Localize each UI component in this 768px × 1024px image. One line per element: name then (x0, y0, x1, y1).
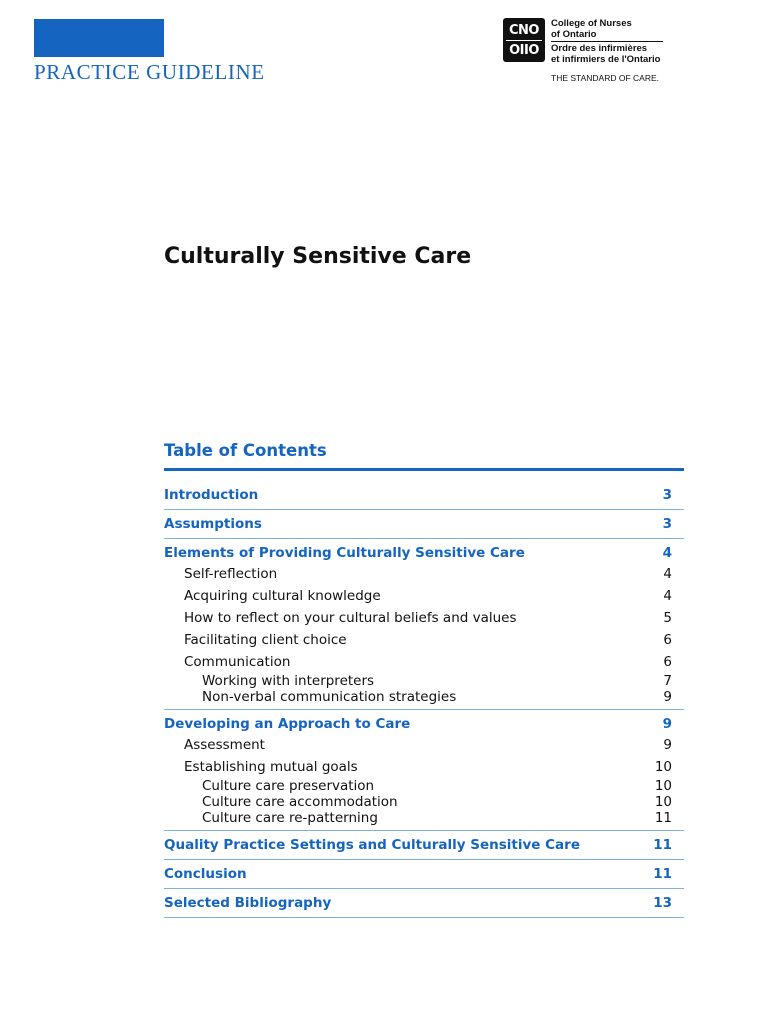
toc-entry-label: Facilitating client choice (184, 632, 347, 648)
toc-subsection-link[interactable] (164, 651, 684, 673)
toc-entry-label: Developing an Approach to Care (164, 716, 411, 732)
cno-logo-mark-icon: CNO OIIO (503, 18, 545, 62)
toc-entry-page: 5 (663, 610, 672, 626)
toc-entry-page: 6 (663, 654, 672, 670)
toc-subsubsection-link[interactable] (164, 794, 684, 810)
document-title: Culturally Sensitive Care (164, 244, 472, 269)
toc-subsection-link[interactable] (164, 563, 684, 585)
toc-subsubsection-link[interactable] (164, 810, 684, 826)
toc-section-link[interactable] (164, 543, 684, 563)
toc-entry-label: Culture care accommodation (202, 794, 398, 810)
toc-entry-page: 4 (663, 588, 672, 604)
toc-section-link[interactable] (164, 835, 684, 855)
header-color-bar (34, 19, 164, 57)
toc-section (164, 710, 684, 831)
toc-entry-page: 3 (662, 516, 672, 532)
toc-section (164, 831, 684, 860)
toc-entry-page: 10 (654, 794, 672, 810)
toc-subsubsection-link[interactable] (164, 673, 684, 689)
toc-entry-label: Elements of Providing Culturally Sensitive Care (164, 545, 525, 561)
toc-entry-page: 10 (654, 778, 672, 794)
toc-entry-label: Conclusion (164, 866, 247, 882)
toc-section-link[interactable] (164, 864, 684, 884)
toc-entry-label: Culture care preservation (202, 778, 375, 794)
toc-entry-label: Self-reflection (184, 566, 278, 582)
toc-entry-label: Working with interpreters (202, 673, 375, 689)
toc-entry-page: 11 (654, 810, 672, 826)
table-of-contents (164, 438, 684, 918)
toc-subsubsection-link[interactable] (164, 689, 684, 705)
toc-subsection-link[interactable] (164, 629, 684, 651)
toc-entry-label: Establishing mutual goals (184, 759, 358, 775)
toc-entry-page: 9 (663, 689, 672, 705)
toc-entry-label: Assumptions (164, 516, 262, 532)
toc-entry-label: Assessment (184, 737, 265, 753)
toc-section-link[interactable] (164, 514, 684, 534)
toc-subsection-link[interactable] (164, 756, 684, 778)
toc-entry-page: 7 (663, 673, 672, 689)
logo-fr-line2: et infirmiers de l'Ontario (551, 54, 661, 65)
toc-entry-page: 4 (663, 566, 672, 582)
logo-fr-line1: Ordre des infirmières (551, 43, 648, 54)
toc-entry-page: 9 (663, 737, 672, 753)
logo-en-line1: College of Nurses (551, 18, 632, 29)
toc-entry-label: Communication (184, 654, 291, 670)
toc-list (164, 481, 684, 918)
toc-rule (164, 468, 684, 471)
cno-logo (503, 18, 763, 88)
toc-entry-label: Acquiring cultural knowledge (184, 588, 381, 604)
toc-section (164, 481, 684, 510)
toc-subsection-link[interactable] (164, 734, 684, 756)
toc-entry-page: 4 (662, 545, 672, 561)
toc-entry-label: How to reflect on your cultural beliefs and values (184, 610, 517, 626)
toc-subsection-link[interactable] (164, 585, 684, 607)
toc-entry-label: Selected Bibliography (164, 895, 332, 911)
toc-entry-label: Quality Practice Settings and Culturally Sensitive Care (164, 837, 580, 853)
toc-entry-page: 6 (663, 632, 672, 648)
toc-entry-page: 9 (662, 716, 672, 732)
logo-tagline: THE STANDARD OF CARE. (551, 73, 659, 83)
toc-section-link[interactable] (164, 714, 684, 734)
toc-entry-page: 13 (653, 895, 672, 911)
toc-section (164, 860, 684, 889)
toc-entry-label: Non-verbal communication strategies (202, 689, 457, 705)
toc-entry-page: 11 (653, 866, 672, 882)
toc-entry-label: Introduction (164, 487, 259, 503)
toc-entry-page: 10 (654, 759, 672, 775)
toc-heading: Table of Contents (164, 441, 327, 460)
toc-subsubsection-link[interactable] (164, 778, 684, 794)
toc-section (164, 889, 684, 918)
logo-wordmark (551, 18, 663, 65)
toc-section (164, 539, 684, 710)
series-title: PRACTICE GUIDELINE (34, 60, 265, 84)
toc-subsection-link[interactable] (164, 607, 684, 629)
toc-entry-page: 3 (662, 487, 672, 503)
toc-section-link[interactable] (164, 893, 684, 913)
toc-entry-label: Culture care re-patterning (202, 810, 378, 826)
logo-en-line2: of Ontario (551, 29, 597, 40)
toc-section-link[interactable] (164, 485, 684, 505)
toc-section (164, 510, 684, 539)
toc-entry-page: 11 (653, 837, 672, 853)
